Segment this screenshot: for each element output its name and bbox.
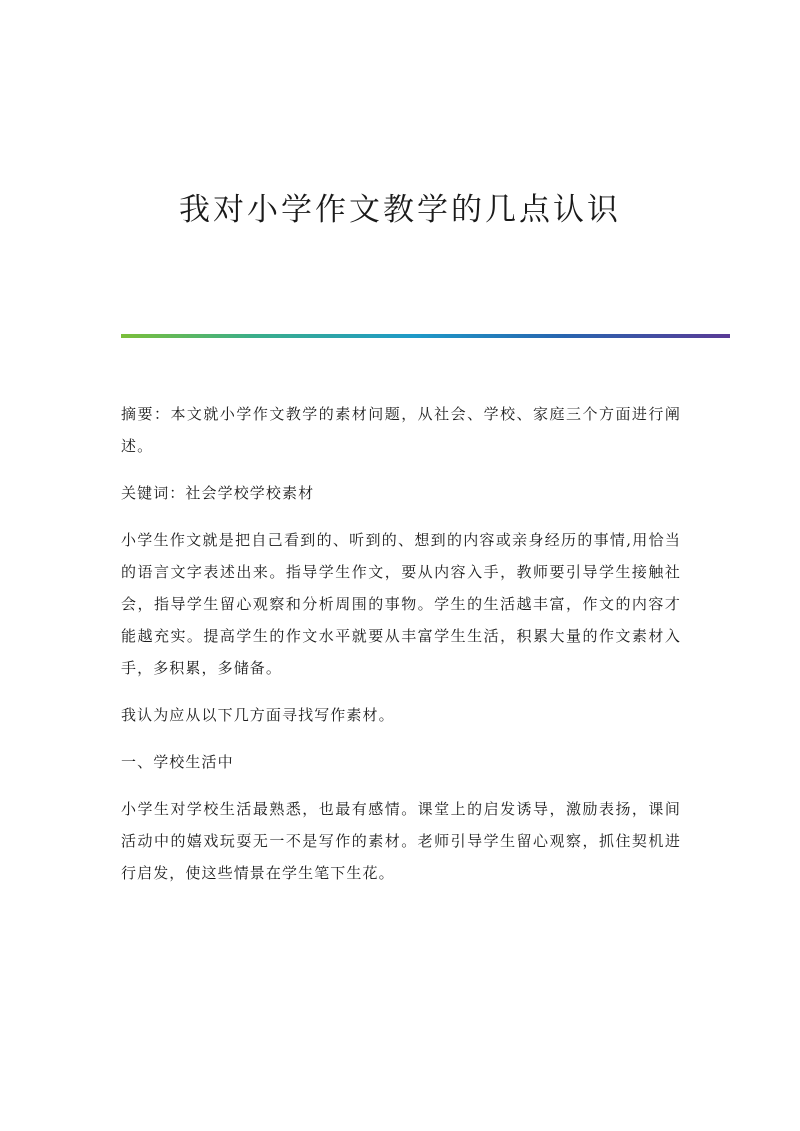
document-body	[121, 398, 681, 889]
body-paragraph-2: 我认为应从以下几方面寻找写作素材。	[121, 706, 395, 724]
abstract-paragraph: 摘要：本文就小学作文教学的素材问题，从社会、学校、家庭三个方面进行阐述。	[121, 405, 681, 455]
section-heading-1: 一、学校生活中	[121, 753, 234, 771]
document-title: 我对小学作文教学的几点认识	[179, 192, 621, 228]
keywords-line: 关键词：社会学校学校素材	[121, 484, 315, 502]
title-divider	[121, 334, 730, 338]
body-paragraph-1: 小学生作文就是把自己看到的、听到的、想到的内容或亲身经历的事情,用恰当的语言文字表述出来。指导学生作文，要从内容入手，教师要引导学生接触社会，指导学生留心观察和分析周围的事物。学生的生活越丰富，作文的内容才能越充实。提高学生的作文水平就要从丰富学生生活，积累大量的作文素材入手，多积累，多储备。	[121, 531, 681, 677]
body-paragraph-3: 小学生对学校生活最熟悉，也最有感情。课堂上的启发诱导，激励表扬，课间活动中的嬉戏玩耍无一不是写作的素材。老师引导学生留心观察，抓住契机进行启发，使这些情景在学生笔下生花。	[121, 800, 681, 882]
